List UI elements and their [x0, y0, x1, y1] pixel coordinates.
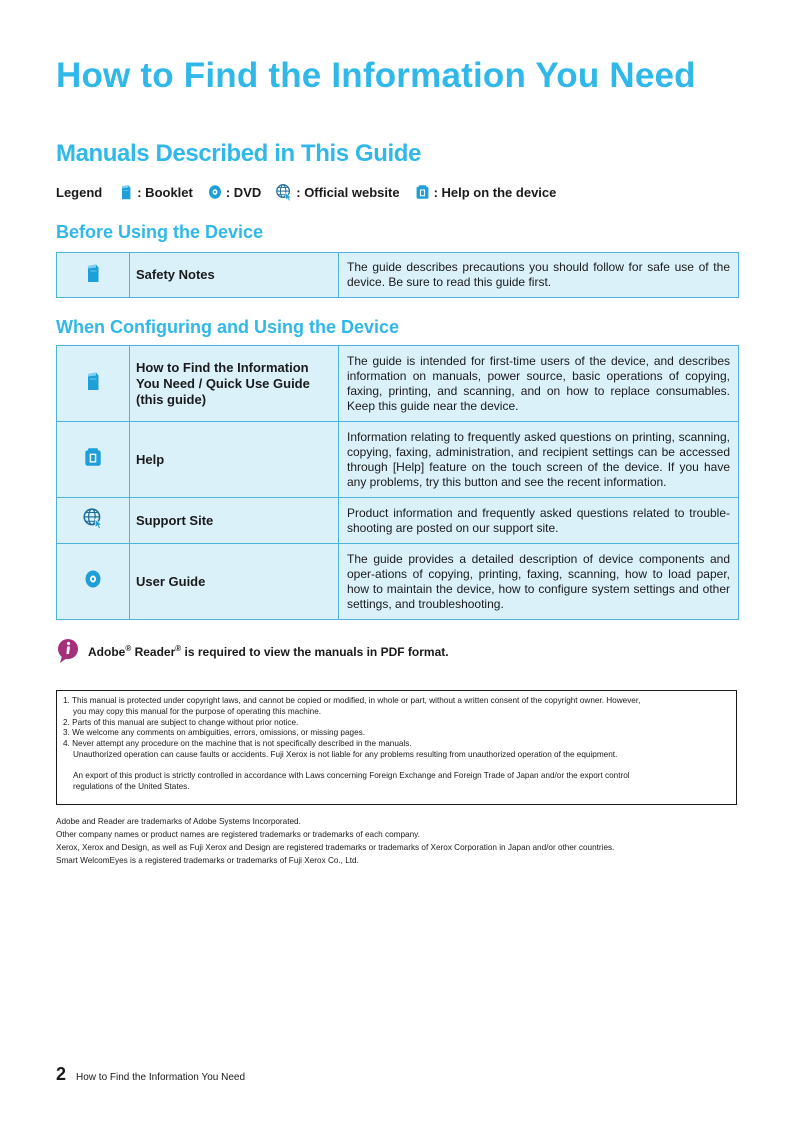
legend-label: Legend [56, 184, 103, 200]
section-title: Manuals Described in This Guide [56, 140, 422, 167]
trademarks [56, 815, 614, 867]
table-row [57, 253, 739, 298]
trademark-line: Other company names or product names are registered trademarks or trademarks of each company. [56, 830, 420, 839]
manual-description: Information relating to frequently asked questions on printing, scanning, copying, faxing, administration, and recipient settings can be accessed through [Help] feature on the touch screen of the device. If you have any problems, try this button and see the recent information. [339, 422, 739, 498]
trademark-line: Smart WelcomEyes is a registered trademarks or trademarks of Fuji Xerox Co., Ltd. [56, 856, 359, 865]
footer-title: How to Find the Information You Need [76, 1072, 246, 1083]
booklet-icon [83, 262, 103, 284]
icon-cell [57, 498, 130, 544]
manual-description: The guide describes precautions you should follow for safe use of the device. Be sure to read this guide first. [339, 253, 739, 298]
website-icon [275, 183, 293, 201]
when-configuring-table [56, 345, 739, 620]
legend-item-booklet [118, 183, 193, 201]
legend-item-help [414, 183, 557, 201]
legend-text-help: : Help on the device [433, 184, 557, 200]
legend-text-website: : Official website [296, 184, 400, 200]
legend-item-website [275, 183, 399, 201]
booklet-icon [83, 370, 103, 392]
icon-cell [57, 346, 130, 422]
manual-description: The guide provides a detailed description of device components and oper-ations of copying, printing, faxing, scanning, how to load paper, how to maintain the device, how to configure system settings and other settings, and troubleshooting. [339, 544, 739, 620]
help-device-icon [82, 446, 104, 468]
legal-line: Unauthorized operation can cause faults or accidents. Fuji Xerox is not liable for any problems resulting from unauthorized operation of the equipment. [73, 749, 618, 759]
legal-line: 1. This manual is protected under copyright laws, and cannot be copied or modified, in whole or part, without a written consent of the copyright owner. However, [63, 696, 641, 705]
manual-name: How to Find the Information You Need / Quick Use Guide (this guide) [130, 346, 339, 422]
legend-text-booklet: : Booklet [137, 184, 193, 200]
trademark-line: Adobe and Reader are trademarks of Adobe Systems Incorporated. [56, 817, 301, 826]
legal-line: regulations of the United States. [73, 781, 190, 791]
manual-name: Safety Notes [130, 253, 339, 298]
manual-description: The guide is intended for first-time users of the device, and describes information on manuals, power source, basic operations of copying, faxing, printing, and scanning, and on how to replace consumables. Keep this guide near the device. [339, 346, 739, 422]
legal-line: An export of this product is strictly controlled in accordance with Laws concerning Foreign Exchange and Foreign Trade of Japan and/or the export control [73, 770, 630, 780]
legal-notice [56, 690, 737, 805]
website-icon [82, 507, 104, 529]
when-configuring-title: When Configuring and Using the Device [56, 317, 400, 337]
icon-cell [57, 253, 130, 298]
manual-name: User Guide [130, 544, 339, 620]
legend [56, 182, 570, 202]
pdf-note [56, 638, 449, 664]
manual-name: Support Site [130, 498, 339, 544]
before-using-title: Before Using the Device [56, 222, 264, 242]
icon-cell [57, 544, 130, 620]
legal-line: 3. We welcome any comments on ambiguities, errors, omissions, or missing pages. [63, 728, 365, 738]
trademark-line: Xerox, Xerox and Design, as well as Fuji Xerox and Design are registered trademarks or trademarks of Xerox Corporation in Japan and/or other countries. [56, 843, 615, 852]
footer [56, 1064, 245, 1085]
help-device-icon [414, 183, 431, 201]
table-row [57, 544, 739, 620]
before-using-table [56, 252, 739, 298]
page-title: How to Find the Information You Need [56, 56, 696, 95]
table-row [57, 422, 739, 498]
legal-line: 4. Never attempt any procedure on the machine that is not specifically described in the manuals. [63, 739, 412, 749]
pdf-note-text: Adobe® Reader® is required to view the manuals in PDF format. [88, 643, 449, 659]
legend-item-dvd [207, 183, 261, 201]
legend-text-dvd: : DVD [225, 184, 262, 200]
dvd-icon [207, 183, 223, 201]
table-row [57, 346, 739, 422]
legal-line: 2. Parts of this manual are subject to change without prior notice. [63, 717, 299, 727]
manual-name: Help [130, 422, 339, 498]
legal-line: you may copy this manual for the purpose of operating this machine. [73, 706, 322, 716]
info-icon [56, 638, 80, 664]
dvd-icon [83, 568, 103, 590]
booklet-icon [118, 183, 134, 201]
icon-cell [57, 422, 130, 498]
manual-description: Product information and frequently asked questions related to trouble-shooting are posted on our support site. [339, 498, 739, 544]
page-number: 2 [56, 1064, 67, 1084]
table-row [57, 498, 739, 544]
